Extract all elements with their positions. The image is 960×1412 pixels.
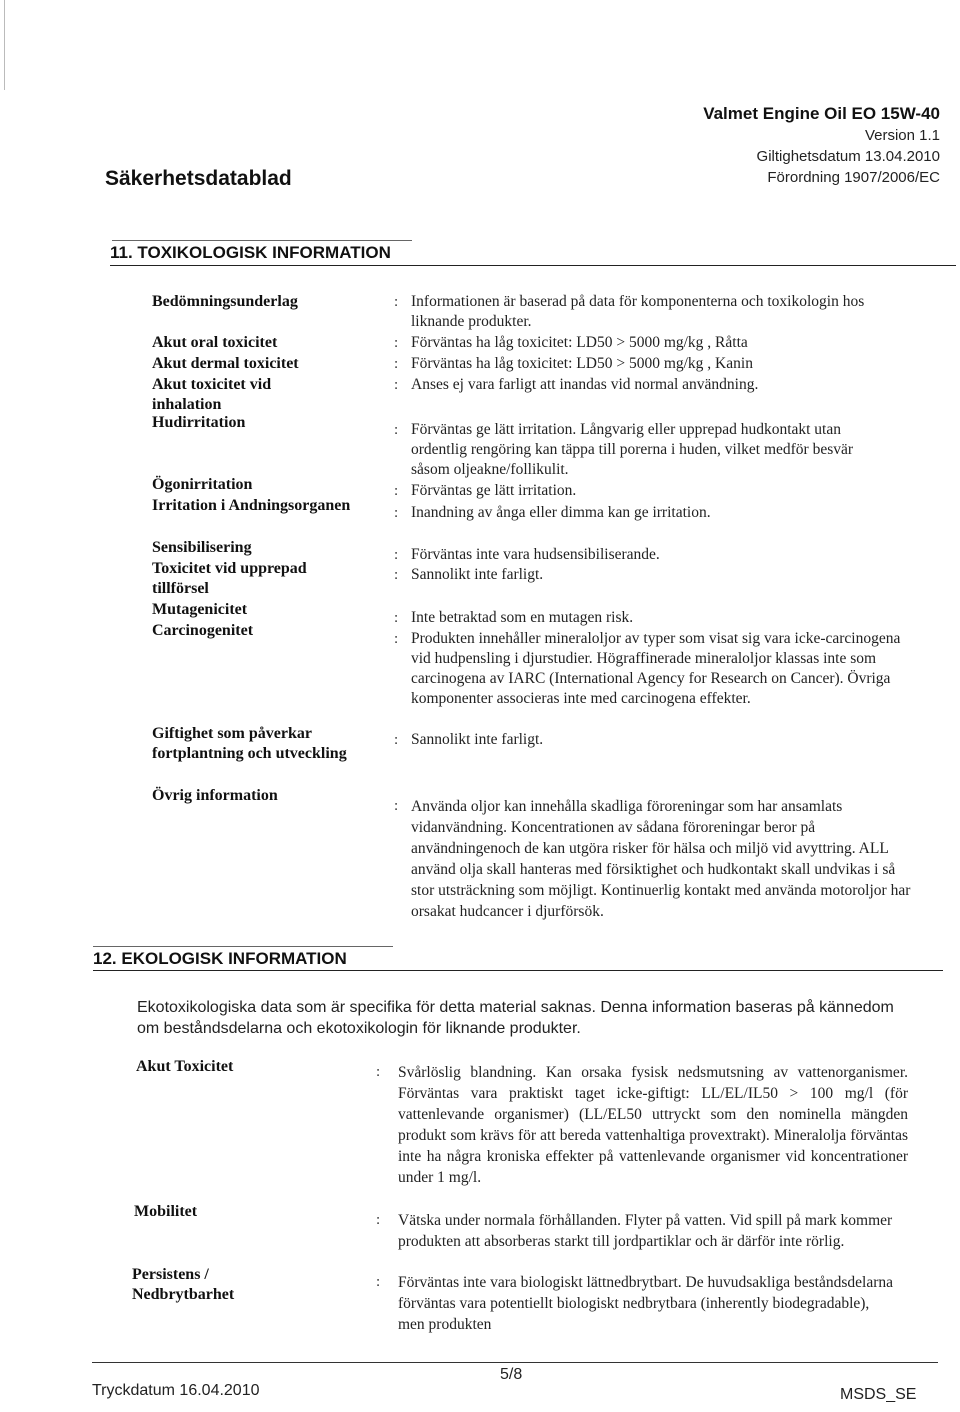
label-sensitisation: Sensibilisering (152, 539, 252, 556)
colon: : (394, 483, 399, 499)
scan-edge-line (4, 0, 5, 90)
colon: : (394, 798, 399, 814)
colon: : (394, 422, 399, 438)
label-reproductive-toxicity: Giftighet som påverkar fortplantning och utveckling (152, 725, 347, 762)
colon: : (376, 1212, 381, 1228)
value-carcinogenicity: Produkten innehåller mineraloljor av typer som visat sig vara icke-carcinogena vid hudpensling i djurstudier. Högraffinerade mineraloljor klassas inte som carcinogena av IARC (International Agency for Research on Cancer). Övriga komponenter associeras inte med carcinogena effekter. (411, 630, 901, 707)
label-persistence: Persistens / Nedbrytbarhet (132, 1266, 235, 1303)
label-acute-oral: Akut oral toxicitet (152, 334, 278, 351)
section-12-top-rule (93, 946, 393, 947)
value-repeated-dose: Sannolikt inte farligt. (411, 566, 544, 583)
label-repeated-dose: Toxicitet vid upprepad tillförsel (152, 560, 307, 597)
label-eye-irritation: Ögonirritation (152, 476, 253, 493)
label-acute-toxicity: Akut Toxicitet (136, 1058, 234, 1075)
value-skin-irritation: Förväntas ge lätt irritation. Långvarig eller upprepad hudkontakt utan ordentlig rengöring kan täppa till porerna i huden, vilket medför besvär såsom oljeakne/follikulit. (411, 421, 854, 478)
value-eye-irritation: Förväntas ge lätt irritation. (411, 482, 577, 499)
version-text: Version 1.1 (864, 127, 940, 144)
section-11-top-rule (112, 240, 412, 241)
regulation-text: Förordning 1907/2006/EC (767, 169, 940, 186)
colon: : (394, 335, 399, 351)
label-respiratory-irritation: Irritation i Andningsorganen (152, 497, 351, 514)
label-skin-irritation: Hudirritation (152, 414, 246, 431)
value-respiratory-irritation: Inandning av ånga eller dimma kan ge irritation. (411, 504, 711, 521)
valid-date-text: Giltighetsdatum 13.04.2010 (756, 148, 940, 165)
label-mobility: Mobilitet (134, 1203, 198, 1220)
value-mobility: Vätska under normala förhållanden. Flyter på vatten. Vid spill på mark kommer produkten att absorberas starkt till jordpartiklar och är därför inte rörlig. (398, 1212, 893, 1250)
colon: : (394, 567, 399, 583)
section-12-heading: 12. EKOLOGISK INFORMATION (93, 949, 347, 968)
colon: : (394, 377, 399, 393)
colon: : (394, 547, 399, 563)
value-mutagenicity: Inte betraktad som en mutagen risk. (411, 609, 634, 626)
section-11-rule (110, 265, 956, 266)
document-code: MSDS_SE (840, 1386, 917, 1403)
label-acute-dermal: Akut dermal toxicitet (152, 355, 299, 372)
value-other-information: Använda oljor kan innehålla skadliga föroreningar som har ansamlats vidanvändning. Koncentrationen av sådana föroreningar beror på användningenoch de kan utgöra risker för hälsa och miljö vid avyttring. ALL använd olja skall hanteras med försiktighet och hudkontakt skall undvikas i så stor utsträckning som möjligt. Kontinuerlig kontakt med använda motoroljor har orsakat hudcancer i djurförsök. (411, 798, 911, 920)
colon: : (394, 732, 399, 748)
value-acute-inhalation: Anses ej vara farligt att inandas vid normal användning. (411, 376, 759, 393)
footer-rule (92, 1362, 938, 1363)
page-number: 5/8 (500, 1366, 523, 1383)
section-12-intro: Ekotoxikologiska data som är specifika för detta material saknas. Denna information baseras på kännedom om beståndsdelarna och ekotoxikologin för liknande produkter. (137, 999, 894, 1037)
colon: : (376, 1064, 381, 1080)
label-acute-inhalation: Akut toxicitet vid inhalation (152, 376, 272, 413)
label-assessment-basis: Bedömningsunderlag (152, 293, 298, 310)
document-title: Säkerhetsdatablad (105, 167, 292, 190)
label-other-information: Övrig information (152, 787, 278, 804)
colon: : (394, 505, 399, 521)
value-sensitisation: Förväntas inte vara hudsensibiliserande. (411, 546, 660, 563)
value-reproductive-toxicity: Sannolikt inte farligt. (411, 731, 544, 748)
document-header (703, 103, 940, 188)
label-carcinogenicity: Carcinogenitet (152, 622, 254, 639)
section-12-rule (93, 970, 943, 971)
section-11-heading: 11. TOXIKOLOGISK INFORMATION (110, 243, 391, 262)
value-acute-toxicity: Svårlöslig blandning. Kan orsaka fysisk nedsmutsning av vattenorganismer. Förväntas vara praktiskt taget icke-giftigt: LL/EL/IL50 > 100 mg/l (för vattenlevande organismer) (LL/EL50 uttryckt som den nominella mängden produkt som krävs för att bereda vattenhaltiga provextrakt). Mineralolja förväntas inte ha några kroniska effekter på vattenlevande organismer vid koncentrationer under 1 mg/l. (398, 1064, 908, 1186)
print-date: Tryckdatum 16.04.2010 (92, 1382, 260, 1399)
value-acute-dermal: Förväntas ha låg toxicitet: LD50 > 5000 mg/kg , Kanin (411, 355, 753, 372)
value-persistence: Förväntas inte vara biologiskt lättnedbrytbart. De huvudsakliga beståndsdelarna förväntas vara potentiellt biologiskt nedbrytbara (inherently biodegradable), men produkten (398, 1274, 894, 1333)
label-mutagenicity: Mutagenicitet (152, 601, 248, 618)
colon: : (394, 356, 399, 372)
product-name: Valmet Engine Oil EO 15W-40 (703, 104, 940, 123)
value-acute-oral: Förväntas ha låg toxicitet: LD50 > 5000 mg/kg , Råtta (411, 334, 748, 351)
value-assessment-basis: Informationen är baserad på data för komponenterna och toxikologin hos liknande produkter. (411, 293, 865, 330)
colon: : (394, 610, 399, 626)
colon: : (394, 631, 399, 647)
colon: : (376, 1274, 381, 1290)
colon: : (394, 294, 399, 310)
